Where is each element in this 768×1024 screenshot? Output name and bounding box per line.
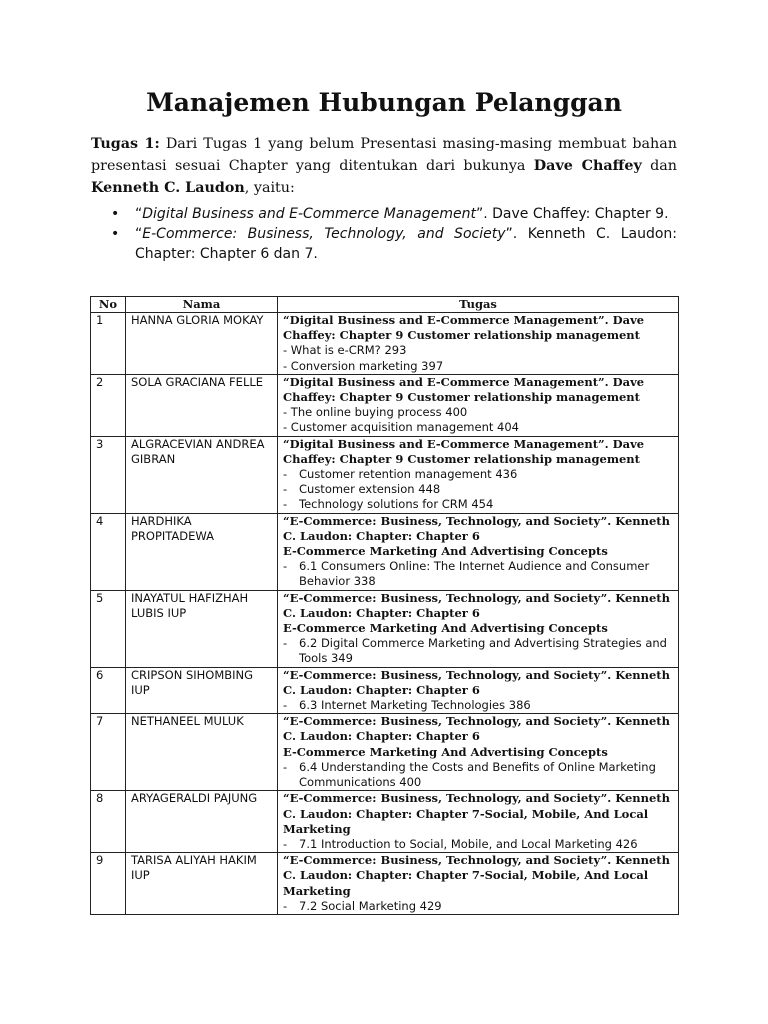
header-nama: Nama <box>126 297 278 313</box>
task-cell <box>278 791 679 853</box>
task-heading: “Digital Business and E-Commerce Management”. Dave Chaffey: Chapter 9 Customer relationship management <box>283 313 645 343</box>
task-item <box>283 837 673 852</box>
student-name: SOLA GRACIANA FELLE <box>126 374 278 436</box>
task-cell <box>278 313 679 375</box>
task-item-text: - Customer acquisition management 404 <box>283 420 519 435</box>
student-name: CRIPSON SIHOMBING IUP <box>126 667 278 714</box>
dash-icon: - <box>283 482 288 497</box>
task-item <box>283 559 673 589</box>
task-heading: “Digital Business and E-Commerce Management”. Dave Chaffey: Chapter 9 Customer relationship management <box>283 374 645 405</box>
header-no: No <box>91 297 126 313</box>
book-list-item: • “Digital Business and E-Commerce Management”. Dave Chaffey: Chapter 9. <box>111 206 669 222</box>
table-row <box>91 436 679 513</box>
student-name: TARISA ALIYAH HAKIM IUP <box>126 853 278 915</box>
page-title: Manajemen Hubungan Pelanggan <box>146 88 622 117</box>
task-item <box>283 467 673 482</box>
task-item-text: - What is e-CRM? 293 <box>283 343 407 358</box>
task-heading: “E-Commerce: Business, Technology, and Society”. Kenneth C. Laudon: Chapter: Chapter 6 <box>283 714 670 744</box>
dash-icon: - <box>283 467 288 482</box>
student-name: NETHANEEL MULUK <box>126 714 278 791</box>
task-item-text: 7.1 Introduction to Social, Mobile, and Local Marketing 426 <box>299 836 638 851</box>
task-item <box>283 760 673 790</box>
intro-text-3: , yaitu: <box>244 180 295 196</box>
bullet-icon: • <box>111 206 120 222</box>
table-row <box>91 590 679 667</box>
task-cell <box>278 853 679 915</box>
book-list <box>91 204 677 264</box>
intro-paragraph <box>91 133 677 199</box>
table-row <box>91 791 679 853</box>
table-row <box>91 513 679 590</box>
task-item-text: 6.3 Internet Marketing Technologies 386 <box>299 698 531 713</box>
task-heading: E-Commerce Marketing And Advertising Concepts <box>283 621 608 636</box>
task-item <box>283 405 673 420</box>
task-item <box>283 482 673 497</box>
book-title: E-Commerce: Business, Technology, and Society <box>142 226 506 242</box>
intro-text-1: Dari Tugas 1 yang belum Presentasi masing-masing membuat bahan presentasi sesuai Chapter yang ditentukan dari bukunya <box>91 136 677 174</box>
row-number: 4 <box>91 513 126 590</box>
row-number: 2 <box>91 374 126 436</box>
task-item <box>283 497 673 512</box>
header-tugas: Tugas <box>278 297 679 313</box>
task-item-text: - Conversion marketing 397 <box>283 358 444 373</box>
task-item-text: 7.2 Social Marketing 429 <box>299 898 442 913</box>
dash-icon: - <box>283 636 288 651</box>
task-cell <box>278 374 679 436</box>
table-row <box>91 667 679 714</box>
row-number: 5 <box>91 590 126 667</box>
task-item-text: Customer retention management 436 <box>299 467 518 482</box>
task-item-text: Technology solutions for CRM 454 <box>299 497 494 512</box>
table-row <box>91 313 679 375</box>
book-list-item: • “E-Commerce: Business, Technology, and Society”. Kenneth C. Laudon: Chapter: Chapter 6 dan 7. <box>111 226 677 262</box>
task-item-text: Customer extension 448 <box>299 482 441 497</box>
task-item <box>283 636 673 666</box>
task-item <box>283 343 673 358</box>
student-name: HANNA GLORIA MOKAY <box>126 313 278 375</box>
table-row <box>91 714 679 791</box>
task-heading: “Digital Business and E-Commerce Management”. Dave Chaffey: Chapter 9 Customer relationship management <box>283 436 645 466</box>
table-header-row <box>91 297 679 313</box>
task-cell <box>278 436 679 513</box>
task-cell <box>278 590 679 667</box>
task-item-text: 6.2 Digital Commerce Marketing and Advertising Strategies and Tools 349 <box>299 636 667 666</box>
dash-icon: - <box>283 497 288 512</box>
task-cell <box>278 513 679 590</box>
task-heading: “E-Commerce: Business, Technology, and Society”. Kenneth C. Laudon: Chapter: Chapter 7-Social, Mobile, And Local Marketing <box>283 791 670 836</box>
table-row <box>91 374 679 436</box>
dash-icon: - <box>283 836 288 851</box>
task-item <box>283 359 673 374</box>
row-number: 7 <box>91 714 126 791</box>
task-item <box>283 698 673 713</box>
student-name: ALGRACEVIAN ANDREA GIBRAN <box>126 436 278 513</box>
table-row <box>91 853 679 915</box>
task-table <box>90 296 679 915</box>
book-title: Digital Business and E-Commerce Management <box>142 206 476 222</box>
intro-text-2: dan <box>641 158 677 174</box>
task-cell <box>278 667 679 714</box>
intro-author-2: Kenneth C. Laudon <box>91 180 245 196</box>
student-name: HARDHIKA PROPITADEWA <box>126 513 278 590</box>
task-heading: E-Commerce Marketing And Advertising Concepts <box>283 744 608 759</box>
dash-icon: - <box>283 559 288 574</box>
task-heading: “E-Commerce: Business, Technology, and Society”. Kenneth C. Laudon: Chapter: Chapter 7-Social, Mobile, And Local Marketing <box>283 853 670 898</box>
task-heading: “E-Commerce: Business, Technology, and Society”. Kenneth C. Laudon: Chapter: Chapter 6 <box>283 513 670 543</box>
dash-icon: - <box>283 759 288 774</box>
intro-author-1: Dave Chaffey <box>533 158 642 174</box>
task-item <box>283 420 673 435</box>
task-cell <box>278 714 679 791</box>
task-item <box>283 899 673 914</box>
row-number: 3 <box>91 436 126 513</box>
task-item-text: 6.1 Consumers Online: The Internet Audience and Consumer Behavior 338 <box>299 559 650 589</box>
student-name: INAYATUL HAFIZHAH LUBIS IUP <box>126 590 278 667</box>
row-number: 8 <box>91 791 126 853</box>
student-name: ARYAGERALDI PAJUNG <box>126 791 278 853</box>
task-heading: E-Commerce Marketing And Advertising Concepts <box>283 544 608 559</box>
task-heading: “E-Commerce: Business, Technology, and Society”. Kenneth C. Laudon: Chapter: Chapter 6 <box>283 590 670 620</box>
row-number: 6 <box>91 667 126 714</box>
row-number: 9 <box>91 853 126 915</box>
task-item-text: 6.4 Understanding the Costs and Benefits of Online Marketing Communications 400 <box>299 759 656 790</box>
task-item-text: - The online buying process 400 <box>283 405 468 420</box>
intro-label: Tugas 1: <box>91 136 160 152</box>
task-heading: “E-Commerce: Business, Technology, and Society”. Kenneth C. Laudon: Chapter: Chapter 6 <box>283 667 670 697</box>
bullet-icon: • <box>111 226 120 242</box>
dash-icon: - <box>283 898 288 913</box>
row-number: 1 <box>91 313 126 375</box>
dash-icon: - <box>283 698 288 713</box>
